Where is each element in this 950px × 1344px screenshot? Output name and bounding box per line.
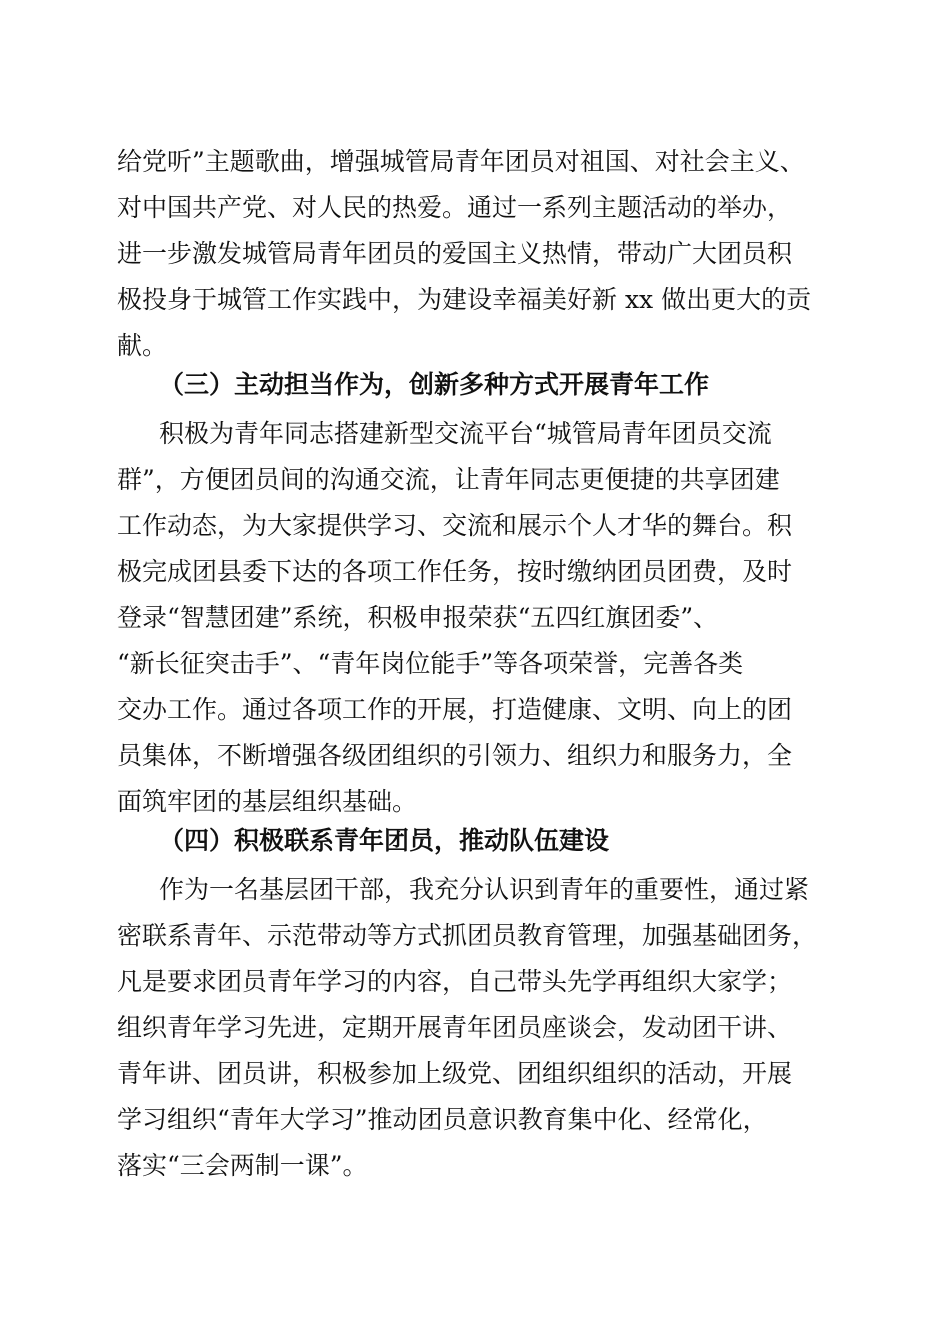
body-line: 密联系青年、示范带动等方式抓团员教育管理，加强基础团务，	[117, 921, 818, 950]
body-line: 给党听”主题歌曲，增强城管局青年团员对祖国、对社会主义、	[117, 147, 805, 176]
body-line: 作为一名基层团干部，我充分认识到青年的重要性，通过紧	[159, 875, 810, 904]
body-line: 凡是要求团员青年学习的内容，自己带头先学再组织大家学；	[117, 967, 793, 996]
body-line: “新长征突击手”、“青年岗位能手”等各项荣誉，完善各类	[117, 649, 744, 678]
body-line: 员集体，不断增强各级团组织的引领力、组织力和服务力，全	[117, 741, 793, 770]
body-line: 登录“智慧团建”系统，积极申报荣获“五四红旗团委”、	[117, 603, 719, 632]
body-line: 学习组织“青年大学习”推动团员意识教育集中化、经常化，	[117, 1105, 768, 1134]
body-line: 极投身于城管工作实践中，为建设幸福美好新 xx 做出更大的贡	[117, 285, 812, 314]
body-line: 对中国共产党、对人民的热爱。通过一系列主题活动的举办，	[117, 193, 793, 222]
body-line: 落实“三会两制一课”。	[117, 1151, 368, 1180]
body-line: 工作动态，为大家提供学习、交流和展示个人才华的舞台。积	[117, 511, 793, 540]
body-line: 群”，方便团员间的沟通交流，让青年同志更便捷的共享团建	[117, 465, 780, 494]
body-line: 青年讲、团员讲，积极参加上级党、团组织组织的活动，开展	[117, 1059, 793, 1088]
body-line: 交办工作。通过各项工作的开展，打造健康、文明、向上的团	[117, 695, 793, 724]
body-line: 进一步激发城管局青年团员的爱国主义热情，带动广大团员积	[117, 239, 793, 268]
section-heading: （三）主动担当作为，创新多种方式开展青年工作	[159, 370, 710, 399]
body-line: 献。	[117, 331, 168, 360]
body-line: 积极为青年同志搭建新型交流平台“城管局青年团员交流	[159, 419, 772, 448]
body-line: 面筑牢团的基层组织基础。	[117, 787, 418, 816]
body-line: 极完成团县委下达的各项工作任务，按时缴纳团员团费，及时	[117, 557, 793, 586]
section-heading: （四）积极联系青年团员，推动队伍建设	[159, 826, 610, 855]
body-line: 组织青年学习先进，定期开展青年团员座谈会，发动团干讲、	[117, 1013, 793, 1042]
